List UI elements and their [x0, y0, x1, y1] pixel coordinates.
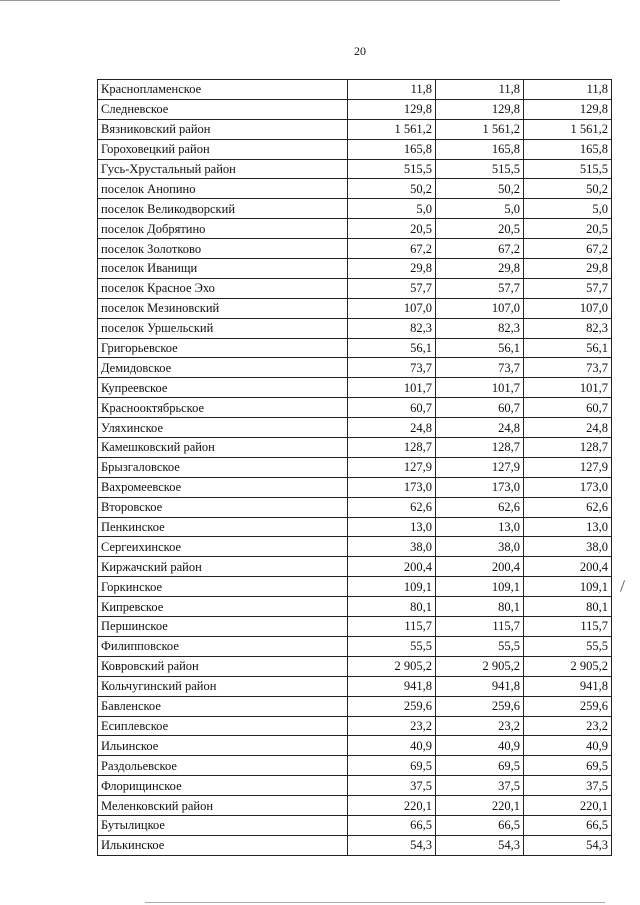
table-row [98, 696, 612, 716]
row-name-cell: поселок Уршельский [98, 318, 348, 338]
table-row [98, 418, 612, 438]
row-value-2-cell: 115,7 [436, 617, 524, 637]
row-name-cell: поселок Золотково [98, 239, 348, 259]
row-value-1-cell: 220,1 [348, 796, 436, 816]
row-name-cell: Ильинское [98, 736, 348, 756]
row-name-cell: Уляхинское [98, 418, 348, 438]
row-name-cell: поселок Красное Эхо [98, 278, 348, 298]
table-row [98, 259, 612, 279]
row-value-3-cell: 259,6 [524, 696, 612, 716]
row-value-3-cell: 40,9 [524, 736, 612, 756]
row-value-1-cell: 50,2 [348, 179, 436, 199]
row-value-3-cell: 200,4 [524, 557, 612, 577]
row-value-1-cell: 54,3 [348, 835, 436, 855]
table-row [98, 636, 612, 656]
row-name-cell: Демидовское [98, 358, 348, 378]
row-value-2-cell: 57,7 [436, 278, 524, 298]
row-value-1-cell: 24,8 [348, 418, 436, 438]
row-name-cell: Горкинское [98, 577, 348, 597]
table-row [98, 537, 612, 557]
row-value-1-cell: 67,2 [348, 239, 436, 259]
table-row [98, 159, 612, 179]
row-value-3-cell: 66,5 [524, 815, 612, 835]
row-name-cell: Следневское [98, 99, 348, 119]
row-value-3-cell: 5,0 [524, 199, 612, 219]
table-row [98, 497, 612, 517]
row-value-1-cell: 13,0 [348, 517, 436, 537]
row-value-2-cell: 2 905,2 [436, 656, 524, 676]
table-row [98, 219, 612, 239]
row-value-1-cell: 73,7 [348, 358, 436, 378]
row-name-cell: Гороховецкий район [98, 139, 348, 159]
row-value-2-cell: 24,8 [436, 418, 524, 438]
row-value-1-cell: 173,0 [348, 477, 436, 497]
row-name-cell: Григорьевское [98, 338, 348, 358]
row-name-cell: Есиплевское [98, 716, 348, 736]
row-value-2-cell: 129,8 [436, 99, 524, 119]
table-row [98, 835, 612, 855]
row-name-cell: поселок Анопино [98, 179, 348, 199]
row-value-3-cell: 69,5 [524, 756, 612, 776]
row-value-3-cell: 109,1 [524, 577, 612, 597]
row-value-1-cell: 38,0 [348, 537, 436, 557]
row-value-2-cell: 200,4 [436, 557, 524, 577]
table-row [98, 756, 612, 776]
row-value-3-cell: 57,7 [524, 278, 612, 298]
row-value-3-cell: 515,5 [524, 159, 612, 179]
table-row [98, 676, 612, 696]
row-value-1-cell: 115,7 [348, 617, 436, 637]
row-value-1-cell: 57,7 [348, 278, 436, 298]
row-name-cell: поселок Добрятино [98, 219, 348, 239]
row-value-3-cell: 62,6 [524, 497, 612, 517]
row-name-cell: Бутылицкое [98, 815, 348, 835]
row-value-2-cell: 101,7 [436, 378, 524, 398]
row-value-2-cell: 11,8 [436, 80, 524, 100]
row-value-2-cell: 1 561,2 [436, 119, 524, 139]
row-value-1-cell: 29,8 [348, 259, 436, 279]
stray-pen-mark [620, 580, 625, 592]
table-row [98, 338, 612, 358]
row-value-1-cell: 941,8 [348, 676, 436, 696]
table-row [98, 597, 612, 617]
row-value-2-cell: 29,8 [436, 259, 524, 279]
row-value-3-cell: 127,9 [524, 457, 612, 477]
row-value-2-cell: 82,3 [436, 318, 524, 338]
row-name-cell: Сергеихинское [98, 537, 348, 557]
row-name-cell: Меленковский район [98, 796, 348, 816]
table-row [98, 318, 612, 338]
row-value-3-cell: 1 561,2 [524, 119, 612, 139]
row-value-2-cell: 109,1 [436, 577, 524, 597]
row-value-3-cell: 50,2 [524, 179, 612, 199]
row-value-3-cell: 73,7 [524, 358, 612, 378]
table-row [98, 139, 612, 159]
row-value-1-cell: 129,8 [348, 99, 436, 119]
row-value-3-cell: 24,8 [524, 418, 612, 438]
row-value-2-cell: 60,7 [436, 398, 524, 418]
row-value-2-cell: 127,9 [436, 457, 524, 477]
row-name-cell: Камешковский район [98, 438, 348, 458]
table-row [98, 796, 612, 816]
row-value-3-cell: 115,7 [524, 617, 612, 637]
row-value-1-cell: 11,8 [348, 80, 436, 100]
row-name-cell: Краснопламенское [98, 80, 348, 100]
table-row [98, 776, 612, 796]
row-value-1-cell: 56,1 [348, 338, 436, 358]
row-name-cell: Киржачский район [98, 557, 348, 577]
row-value-3-cell: 11,8 [524, 80, 612, 100]
row-value-1-cell: 259,6 [348, 696, 436, 716]
table-body [98, 80, 612, 856]
table-row [98, 438, 612, 458]
row-value-1-cell: 69,5 [348, 756, 436, 776]
row-name-cell: Пенкинское [98, 517, 348, 537]
scan-edge-bottom [145, 902, 605, 903]
row-value-2-cell: 5,0 [436, 199, 524, 219]
row-value-1-cell: 165,8 [348, 139, 436, 159]
row-value-1-cell: 60,7 [348, 398, 436, 418]
row-value-1-cell: 82,3 [348, 318, 436, 338]
row-value-3-cell: 2 905,2 [524, 656, 612, 676]
row-value-1-cell: 62,6 [348, 497, 436, 517]
row-name-cell: поселок Великодворский [98, 199, 348, 219]
row-value-3-cell: 37,5 [524, 776, 612, 796]
row-value-2-cell: 37,5 [436, 776, 524, 796]
row-value-1-cell: 80,1 [348, 597, 436, 617]
row-value-2-cell: 259,6 [436, 696, 524, 716]
row-value-3-cell: 67,2 [524, 239, 612, 259]
scan-edge-top [0, 0, 560, 1]
row-value-2-cell: 165,8 [436, 139, 524, 159]
table-row [98, 179, 612, 199]
row-value-1-cell: 101,7 [348, 378, 436, 398]
row-value-2-cell: 220,1 [436, 796, 524, 816]
table-row [98, 398, 612, 418]
row-value-2-cell: 67,2 [436, 239, 524, 259]
row-value-1-cell: 128,7 [348, 438, 436, 458]
table-row [98, 815, 612, 835]
row-value-3-cell: 38,0 [524, 537, 612, 557]
table-row [98, 80, 612, 100]
row-value-1-cell: 2 905,2 [348, 656, 436, 676]
row-name-cell: поселок Мезиновский [98, 298, 348, 318]
row-value-1-cell: 127,9 [348, 457, 436, 477]
table-row [98, 298, 612, 318]
row-value-2-cell: 55,5 [436, 636, 524, 656]
row-value-2-cell: 13,0 [436, 517, 524, 537]
row-value-3-cell: 23,2 [524, 716, 612, 736]
row-value-2-cell: 38,0 [436, 537, 524, 557]
row-value-3-cell: 173,0 [524, 477, 612, 497]
row-value-1-cell: 109,1 [348, 577, 436, 597]
row-value-2-cell: 73,7 [436, 358, 524, 378]
row-name-cell: Кольчугинский район [98, 676, 348, 696]
row-value-2-cell: 80,1 [436, 597, 524, 617]
row-value-2-cell: 20,5 [436, 219, 524, 239]
row-value-1-cell: 37,5 [348, 776, 436, 796]
row-value-1-cell: 20,5 [348, 219, 436, 239]
row-value-2-cell: 50,2 [436, 179, 524, 199]
row-value-2-cell: 107,0 [436, 298, 524, 318]
table-row [98, 477, 612, 497]
row-value-1-cell: 40,9 [348, 736, 436, 756]
table-row [98, 239, 612, 259]
row-name-cell: поселок Иванищи [98, 259, 348, 279]
row-name-cell: Раздольевское [98, 756, 348, 776]
row-name-cell: Илькинское [98, 835, 348, 855]
row-value-1-cell: 515,5 [348, 159, 436, 179]
table-row [98, 736, 612, 756]
table-row [98, 457, 612, 477]
budget-table [97, 79, 612, 856]
row-name-cell: Бавленское [98, 696, 348, 716]
row-value-2-cell: 54,3 [436, 835, 524, 855]
row-value-2-cell: 128,7 [436, 438, 524, 458]
row-value-2-cell: 515,5 [436, 159, 524, 179]
row-value-1-cell: 23,2 [348, 716, 436, 736]
row-value-3-cell: 80,1 [524, 597, 612, 617]
row-value-2-cell: 173,0 [436, 477, 524, 497]
table-row [98, 557, 612, 577]
table-row [98, 358, 612, 378]
row-value-3-cell: 82,3 [524, 318, 612, 338]
row-value-2-cell: 23,2 [436, 716, 524, 736]
row-value-3-cell: 20,5 [524, 219, 612, 239]
row-value-3-cell: 101,7 [524, 378, 612, 398]
row-name-cell: Вязниковский район [98, 119, 348, 139]
row-value-3-cell: 55,5 [524, 636, 612, 656]
table-row [98, 577, 612, 597]
table-row [98, 119, 612, 139]
table-row [98, 278, 612, 298]
row-value-3-cell: 29,8 [524, 259, 612, 279]
row-value-3-cell: 220,1 [524, 796, 612, 816]
row-name-cell: Вахромеевское [98, 477, 348, 497]
row-value-1-cell: 55,5 [348, 636, 436, 656]
row-value-3-cell: 13,0 [524, 517, 612, 537]
row-value-3-cell: 60,7 [524, 398, 612, 418]
row-name-cell: Краснооктябрьское [98, 398, 348, 418]
row-value-2-cell: 62,6 [436, 497, 524, 517]
row-value-2-cell: 40,9 [436, 736, 524, 756]
row-name-cell: Флорищинское [98, 776, 348, 796]
row-name-cell: Ковровский район [98, 656, 348, 676]
row-name-cell: Филипповское [98, 636, 348, 656]
row-value-3-cell: 165,8 [524, 139, 612, 159]
row-name-cell: Першинское [98, 617, 348, 637]
row-value-3-cell: 107,0 [524, 298, 612, 318]
row-value-1-cell: 5,0 [348, 199, 436, 219]
table-row [98, 99, 612, 119]
row-value-1-cell: 200,4 [348, 557, 436, 577]
table-row [98, 617, 612, 637]
row-value-3-cell: 54,3 [524, 835, 612, 855]
row-value-2-cell: 66,5 [436, 815, 524, 835]
row-value-1-cell: 66,5 [348, 815, 436, 835]
table-row [98, 199, 612, 219]
row-name-cell: Гусь-Хрустальный район [98, 159, 348, 179]
row-value-2-cell: 941,8 [436, 676, 524, 696]
table-row [98, 517, 612, 537]
table-row [98, 716, 612, 736]
row-value-1-cell: 1 561,2 [348, 119, 436, 139]
row-value-1-cell: 107,0 [348, 298, 436, 318]
table-row [98, 656, 612, 676]
row-name-cell: Купреевское [98, 378, 348, 398]
table-row [98, 378, 612, 398]
page-number: 20 [354, 44, 366, 58]
row-value-2-cell: 56,1 [436, 338, 524, 358]
row-value-2-cell: 69,5 [436, 756, 524, 776]
row-value-3-cell: 128,7 [524, 438, 612, 458]
row-name-cell: Второвское [98, 497, 348, 517]
row-value-3-cell: 129,8 [524, 99, 612, 119]
row-name-cell: Брызгаловское [98, 457, 348, 477]
row-value-3-cell: 941,8 [524, 676, 612, 696]
row-name-cell: Кипревское [98, 597, 348, 617]
row-value-3-cell: 56,1 [524, 338, 612, 358]
